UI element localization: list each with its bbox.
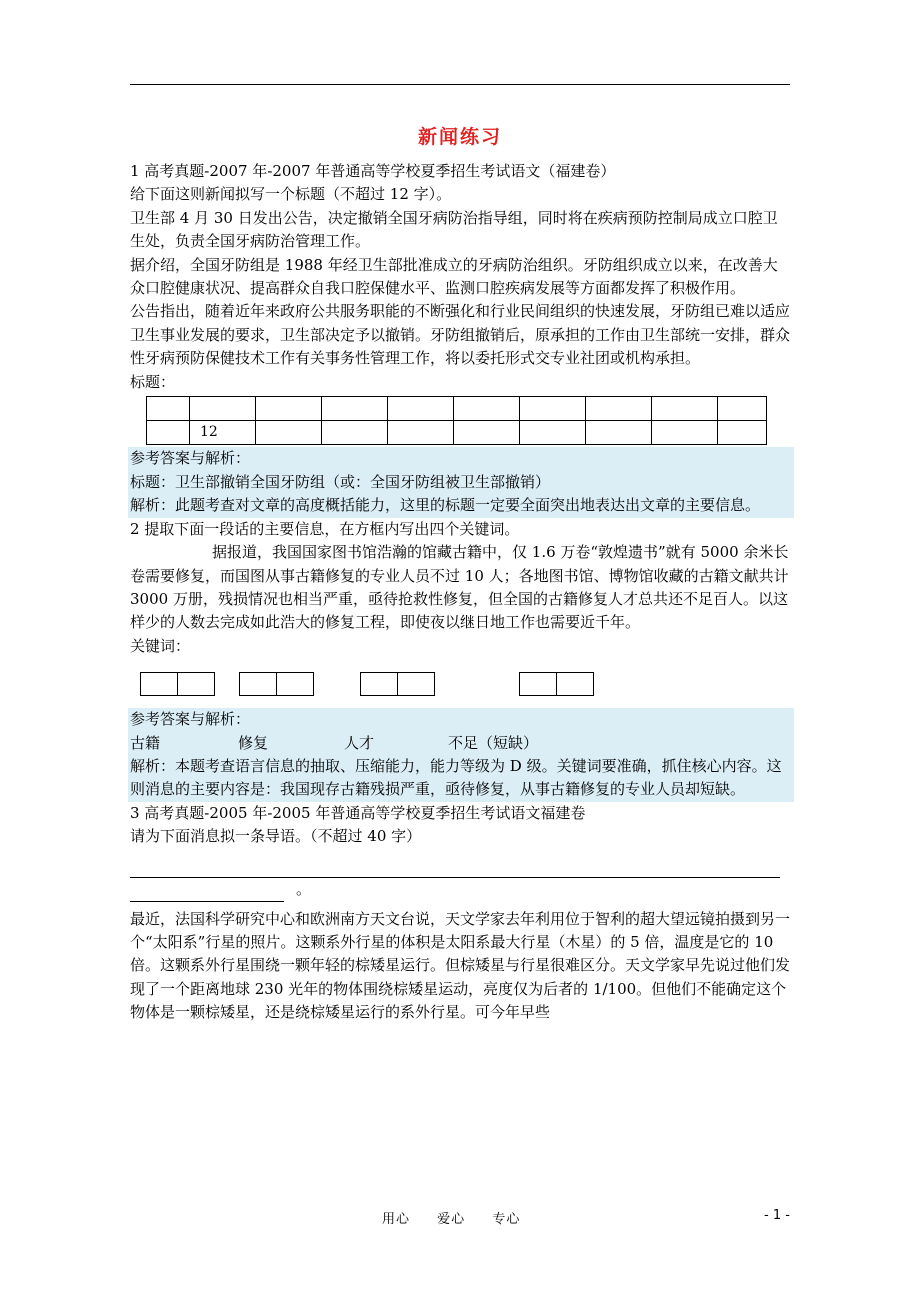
q3-source: 3 高考真题-2005 年-2005 年普通高等学校夏季招生考试语文福建卷 (130, 803, 586, 822)
q3-prompt: 请为下面消息拟一条导语。（不超过 40 字） (130, 827, 422, 846)
answer-keywords (130, 732, 792, 755)
keyword-term: 古籍 (130, 733, 161, 752)
grid-cell[interactable] (652, 421, 718, 445)
grid-cell[interactable] (256, 397, 322, 421)
footer-motto (382, 1208, 542, 1227)
grid-cell[interactable] (190, 421, 256, 445)
document-body (130, 160, 792, 1025)
footer-word: 爱心 (437, 1212, 466, 1227)
keyword-term: 修复 (238, 733, 269, 752)
q2-answer-block (128, 708, 794, 802)
footer-word: 专心 (492, 1212, 521, 1227)
grid-cell[interactable] (718, 397, 767, 421)
page-title: 新闻练习 (417, 126, 502, 148)
grid-cell[interactable] (256, 421, 322, 445)
q1-paragraph: 卫生部 4 月 30 日发出公告，决定撤销全国牙病防治指导组，同时将在疾病预防控制局成立口腔卫生处，负责全国牙病防治管理工作。 (130, 208, 778, 251)
answer-blank-line[interactable] (130, 878, 792, 902)
grid-cell[interactable] (388, 397, 454, 421)
grid-cell[interactable] (652, 397, 718, 421)
footer-word: 用心 (382, 1212, 411, 1227)
grid-cell[interactable] (586, 397, 652, 421)
grid-cell[interactable] (147, 397, 190, 421)
answer-heading: 参考答案与解析： (130, 449, 251, 468)
q1-title-label: 标题： (130, 372, 176, 391)
answer-heading: 参考答案与解析： (130, 710, 251, 729)
grid-row (147, 421, 767, 445)
page-number: - 1 - (764, 1208, 790, 1223)
grid-row (147, 397, 767, 421)
q1-prompt: 给下面这则新闻拟写一个标题（不超过 12 字）。 (130, 185, 452, 204)
q1-paragraph: 据介绍，全国牙防组是 1988 年经卫生部批准成立的牙病防治组织。牙防组织成立以来，在改善大众口腔健康状况、提高群众自我口腔保健水平、监测口腔疾病发展等方面都发挥了积极作用。 (130, 255, 778, 298)
end-mark: 。 (296, 880, 312, 899)
grid-cell[interactable] (322, 421, 388, 445)
grid-cell[interactable] (388, 421, 454, 445)
keyword-term: 不足（短缺） (448, 733, 539, 752)
grid-cell[interactable] (520, 397, 586, 421)
grid-cell[interactable] (322, 397, 388, 421)
answer-analysis: 解析：本题考查语言信息的抽取、压缩能力，能力等级为 D 级。关键词要准确，抓住核心内容。这则消息的主要内容是：我国现存古籍残损严重，亟待修复，从事古籍修复的专业人员却短缺。 (130, 756, 782, 799)
grid-cell[interactable] (454, 397, 520, 421)
keyword-box[interactable] (239, 672, 314, 696)
q2-keyword-label: 关键词： (130, 636, 191, 655)
keyword-box[interactable] (519, 672, 594, 696)
keyword-box[interactable] (360, 672, 435, 696)
q3-paragraph: 最近，法国科学研究中心和欧洲南方天文台说，天文学家去年利用位于智利的超大望远镜拍摄到另一个“太阳系”行星的照片。这颗系外行星的体积是太阳系最大行星（木星）的 5 倍，温度是它的 10 倍。这颗系外行星围绕一颗年轻的棕矮星运行。但棕矮星与行星很难区分。天文学家早先说过他们发现了一个距离地球 230 光年的物体围绕棕矮星运动，亮度仅为后者的 1/100。但他们不能确定这个物体是一颗棕矮星，还是绕棕矮星运行的系外行星。可今年早些 (130, 909, 791, 1022)
grid-cell[interactable] (718, 421, 767, 445)
title-answer-grid (146, 396, 767, 445)
grid-cell[interactable] (586, 421, 652, 445)
grid-cell[interactable] (147, 421, 190, 445)
q2-prompt: 2 提取下面一段话的主要信息，在方框内写出四个关键词。 (130, 519, 520, 538)
q1-source: 1 高考真题-2007 年-2007 年普通高等学校夏季招生考试语文（福建卷） (130, 162, 616, 180)
answer-title: 标题：卫生部撤销全国牙防组（或：全国牙防组被卫生部撤销） (130, 472, 551, 491)
grid-count-mark: 12 (200, 424, 218, 441)
q2-paragraph: 据报道，我国国家图书馆浩瀚的馆藏古籍中，仅 1.6 万卷“敦煌遗书”就有 5000 余米长卷需要修复，而国图从事古籍修复的专业人员不过 10 人；各地图书馆、博物馆收藏的古籍文献共计 3000 万册，残损情况也相当严重，亟待抢救性修复，但全国的古籍修复人才总共还不足百人。以这样少的人数去完成如此浩大的修复工程，即使夜以继日地工作也需要近千年。 (130, 543, 789, 632)
grid-cell[interactable] (190, 397, 256, 421)
q1-answer-block (128, 447, 794, 517)
header-rule (130, 84, 790, 85)
answer-analysis: 解析：此题考查对文章的高度概括能力，这里的标题一定要全面突出地表达出文章的主要信息。 (130, 496, 761, 515)
grid-cell[interactable] (454, 421, 520, 445)
q1-paragraph: 公告指出，随着近年来政府公共服务职能的不断强化和行业民间组织的快速发展，牙防组已难以适应卫生事业发展的要求，卫生部决定予以撤销。牙防组撤销后，原承担的工作由卫生部统一安排，群众性牙病预防保健技术工作有关事务性管理工作，将以委托形式交专业社团或机构承担。 (130, 302, 791, 368)
grid-cell[interactable] (520, 421, 586, 445)
keyword-box[interactable] (140, 672, 215, 696)
keyword-term: 人才 (344, 733, 375, 752)
keyword-boxes (140, 672, 792, 696)
